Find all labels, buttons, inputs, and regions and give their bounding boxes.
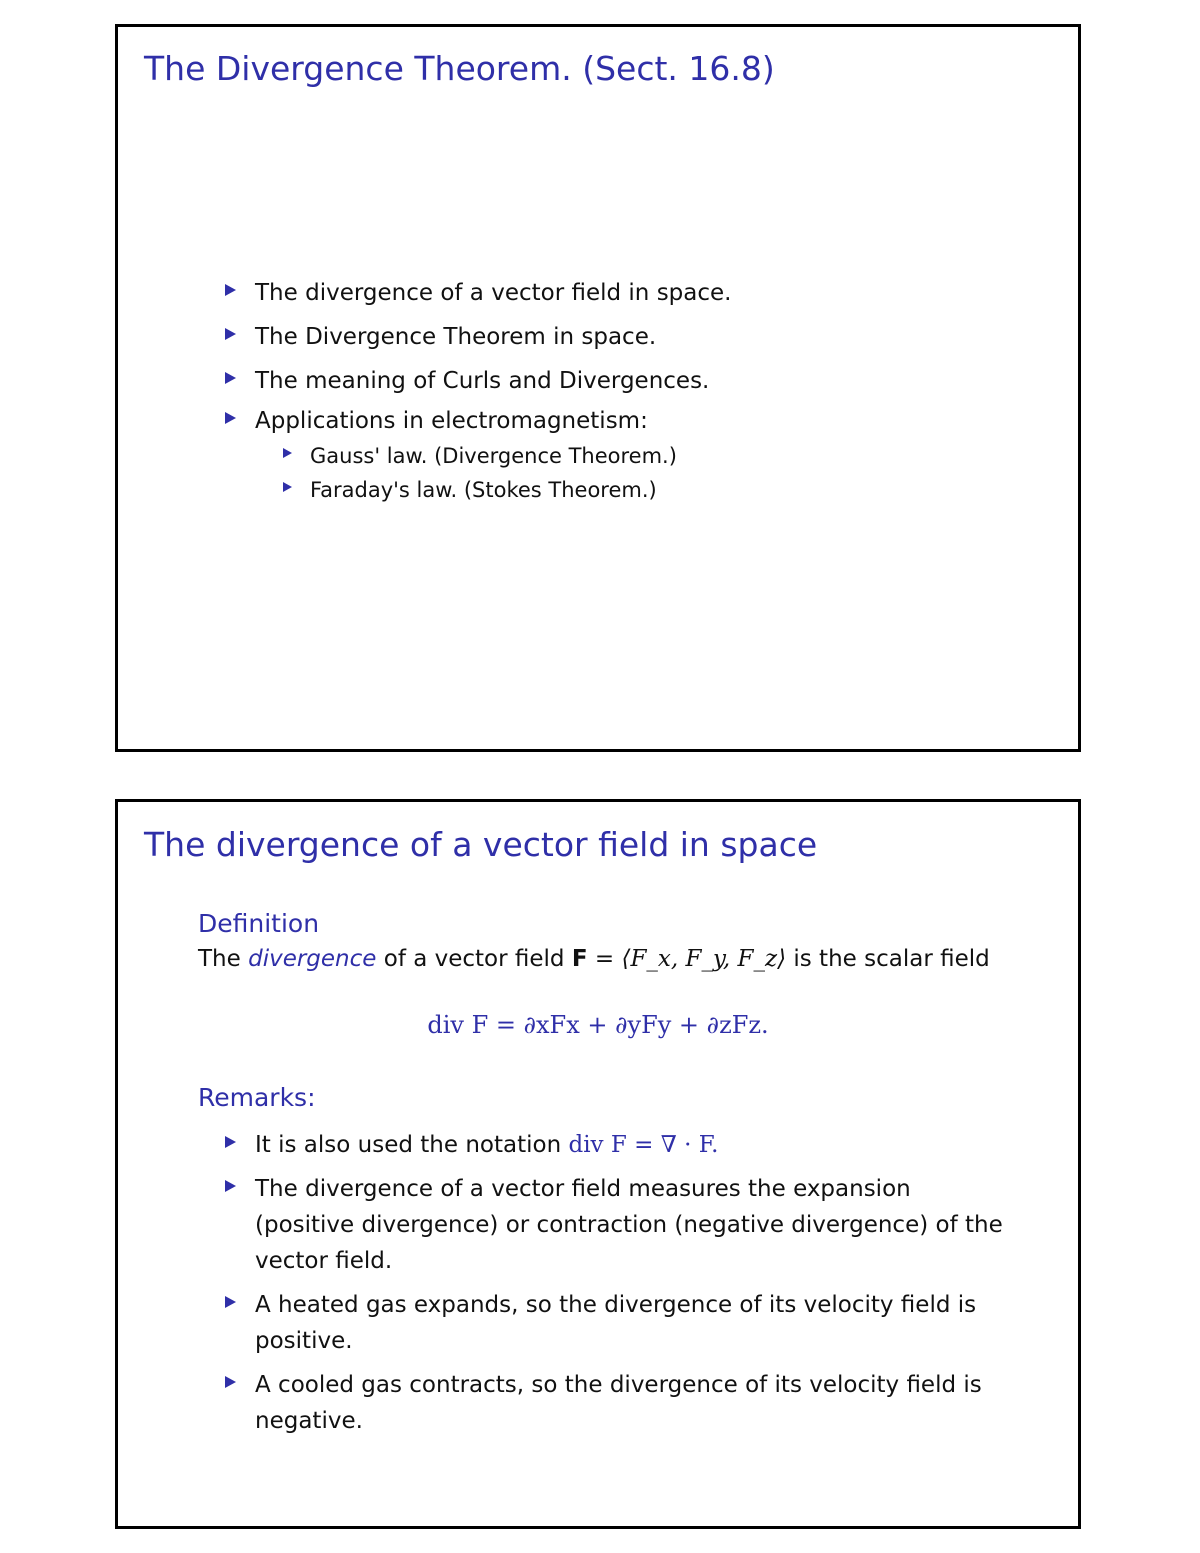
remarks-heading: Remarks: <box>198 1083 316 1112</box>
vector-components: ⟨F_x, F_y, F_z⟩ <box>621 946 787 972</box>
triangle-bullet-icon <box>225 1180 236 1192</box>
vector-symbol: F <box>571 946 588 972</box>
slide-2-title: The divergence of a vector field in space <box>144 825 818 864</box>
remark-item <box>222 1367 1005 1439</box>
remark-item <box>222 1287 1005 1359</box>
triangle-bullet-icon <box>225 328 236 340</box>
definition-text <box>198 946 990 972</box>
triangle-bullet-icon <box>225 1136 236 1148</box>
remark-item <box>222 1127 1005 1163</box>
remark-text: It is also used the notation <box>255 1132 562 1158</box>
remark-text: A heated gas expands, so the divergence of its velocity field is positive. <box>255 1292 977 1354</box>
definition-heading: Definition <box>198 909 320 938</box>
sub-bullet-item <box>280 440 677 472</box>
remark-item <box>222 1171 1005 1279</box>
sub-bullet-text: Faraday's law. (Stokes Theorem.) <box>310 478 657 502</box>
remarks-list <box>222 1127 1005 1439</box>
slide-1-title: The Divergence Theorem. (Sect. 16.8) <box>144 49 775 88</box>
definition-after: is the scalar field <box>793 946 990 972</box>
bullet-text: The meaning of Curls and Divergences. <box>255 368 710 394</box>
triangle-bullet-icon <box>283 448 292 458</box>
bullet-text: The Divergence Theorem in space. <box>255 324 657 350</box>
slide-1-sub-bullet-list <box>280 440 677 506</box>
equals-sign: = <box>594 946 615 972</box>
remark-text: The divergence of a vector field measures the expansion (positive divergence) or contraction (negative divergence) of the vector field. <box>255 1176 1003 1274</box>
bullet-text: Applications in electromagnetism: <box>255 408 648 434</box>
definition-term: divergence <box>248 946 377 972</box>
divergence-formula: div F = ∂xFx + ∂yFy + ∂zFz. <box>427 1011 769 1039</box>
bullet-item <box>222 403 731 439</box>
triangle-bullet-icon <box>225 284 236 296</box>
slide-1-bullet-list <box>222 275 731 439</box>
triangle-bullet-icon <box>283 482 292 492</box>
remark-text: A cooled gas contracts, so the divergence of its velocity field is negative. <box>255 1372 982 1434</box>
sub-bullet-text: Gauss' law. (Divergence Theorem.) <box>310 444 677 468</box>
bullet-text: The divergence of a vector field in space. <box>255 280 732 306</box>
definition-before: The <box>198 946 241 972</box>
bullet-item <box>222 363 731 399</box>
slide-1 <box>115 24 1081 752</box>
triangle-bullet-icon <box>225 412 236 424</box>
triangle-bullet-icon <box>225 1296 236 1308</box>
slide-2 <box>115 799 1081 1529</box>
triangle-bullet-icon <box>225 372 236 384</box>
sub-bullet-item <box>280 474 677 506</box>
triangle-bullet-icon <box>225 1376 236 1388</box>
definition-middle: of a vector field <box>383 946 565 972</box>
remark-notation: div F = ∇ · F. <box>568 1132 719 1158</box>
bullet-item <box>222 275 731 311</box>
bullet-item <box>222 319 731 355</box>
